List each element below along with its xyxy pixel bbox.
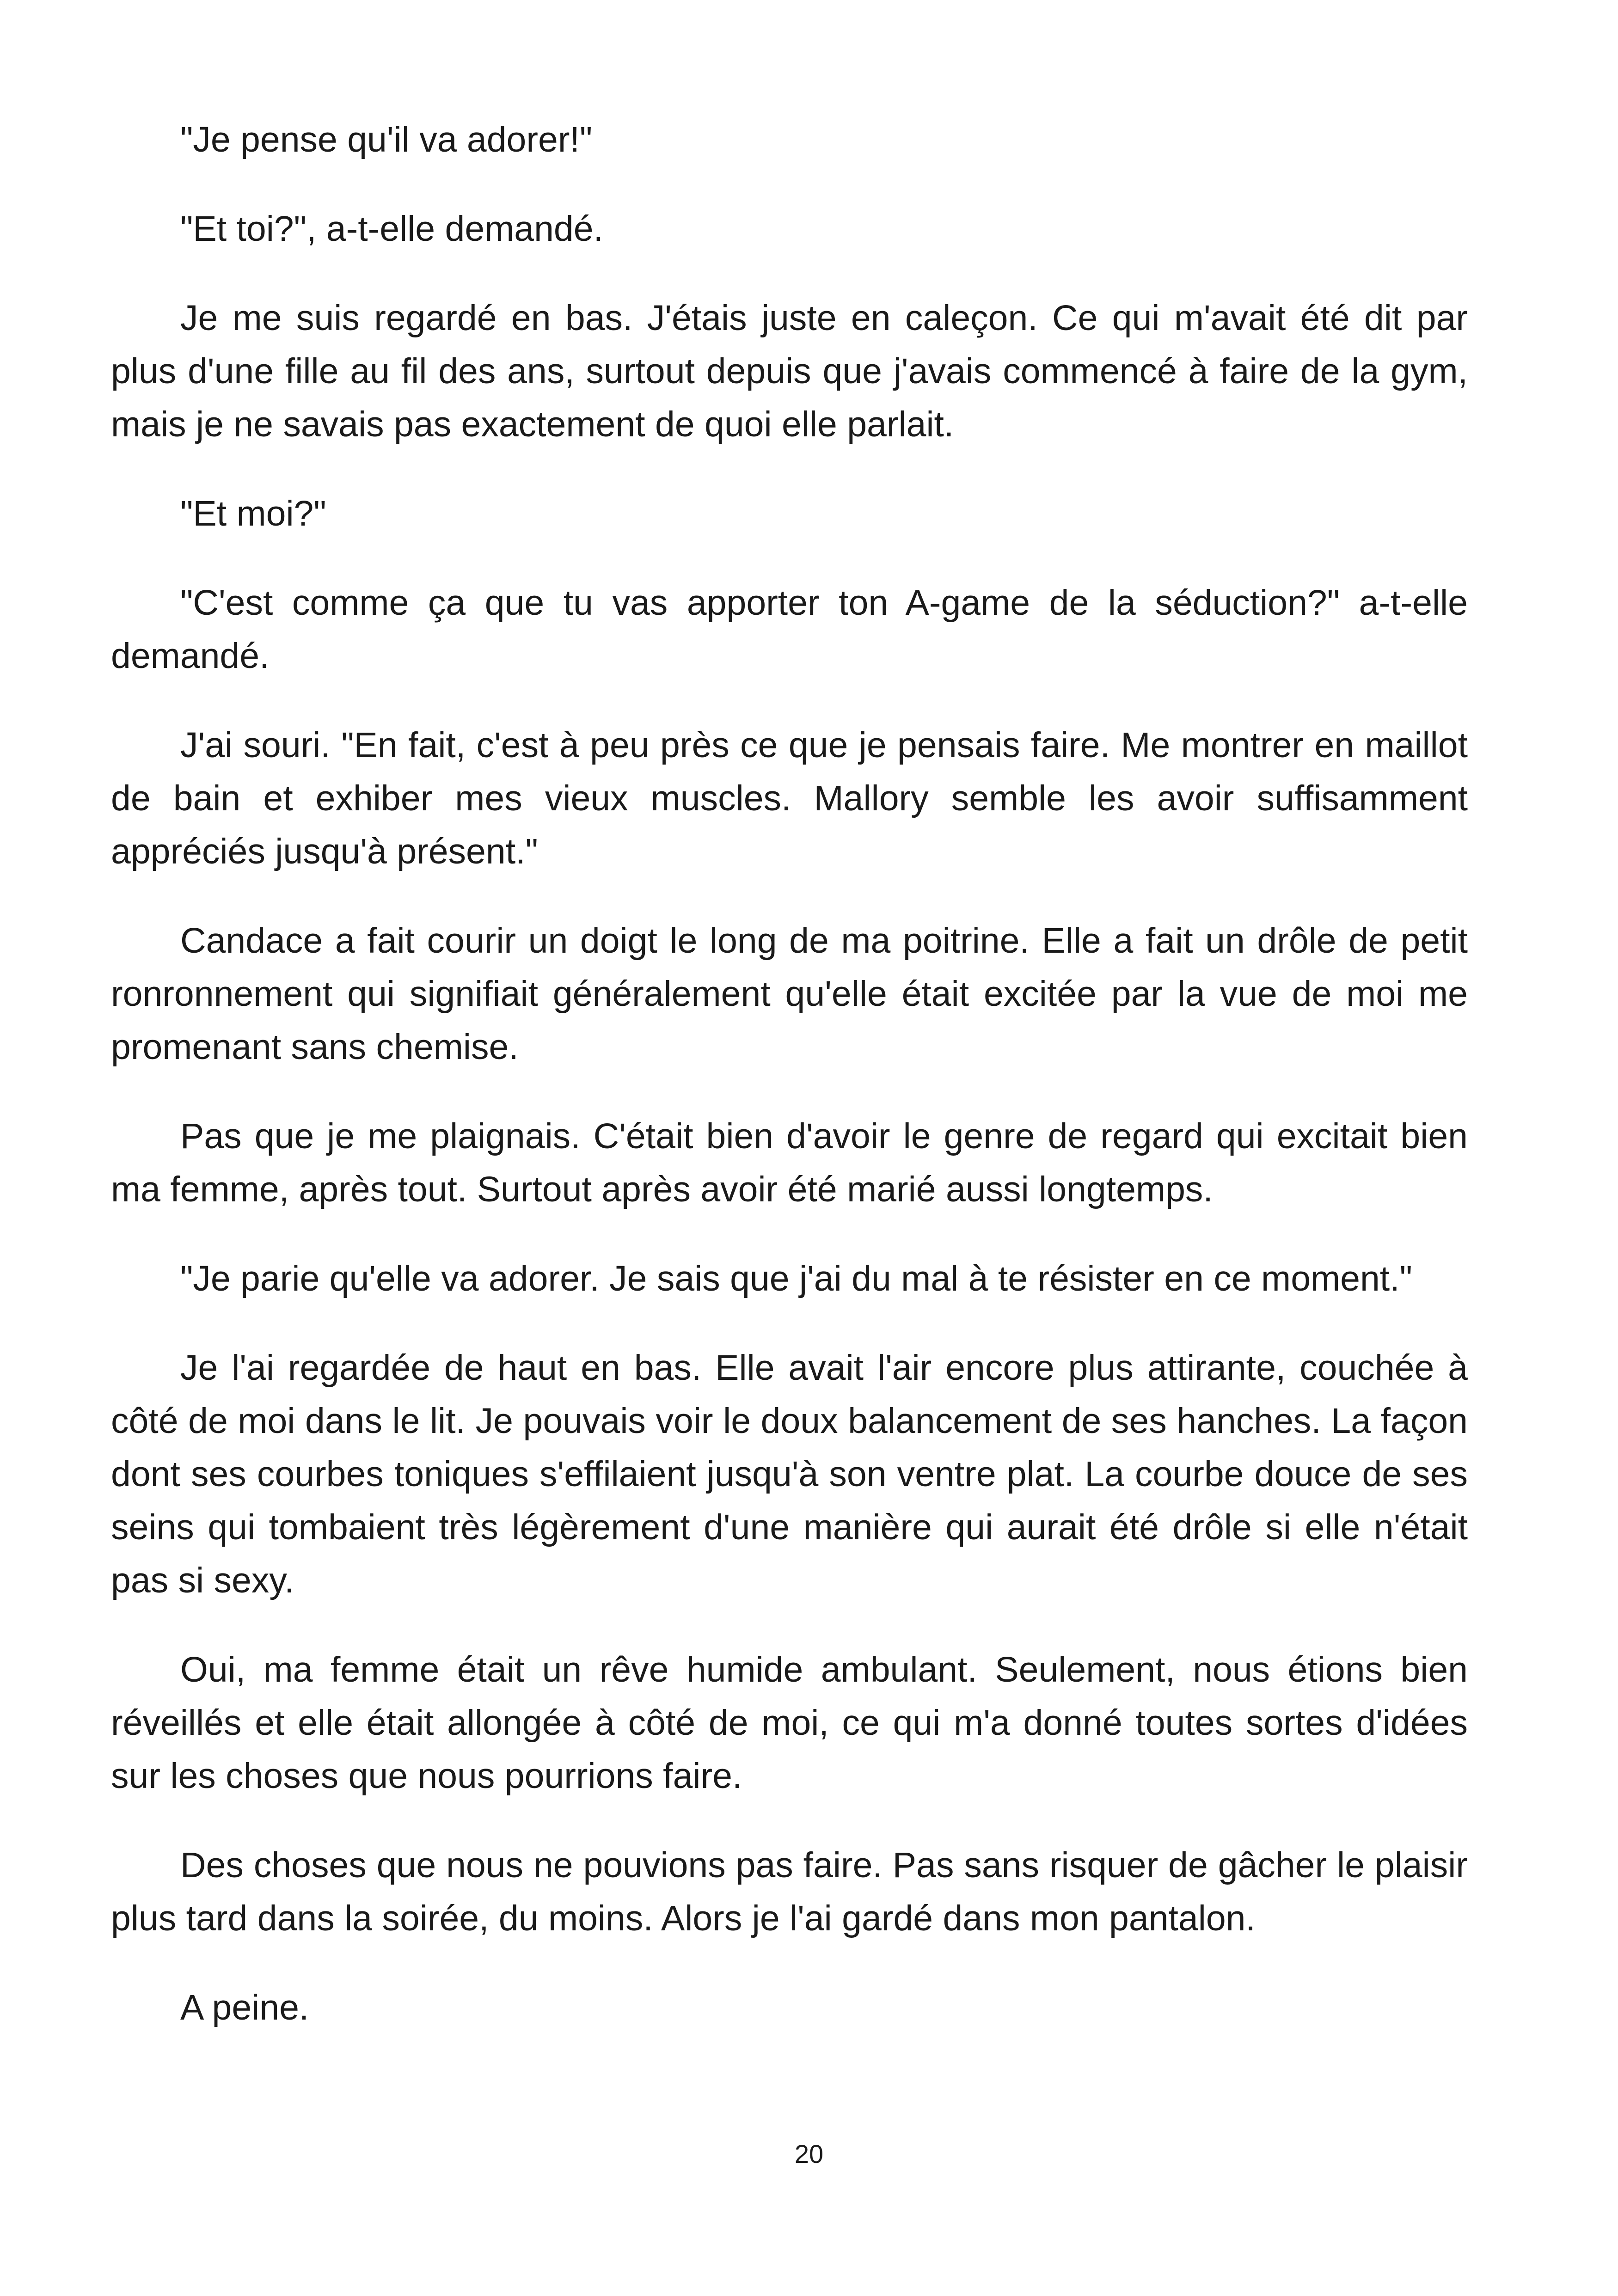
paragraph: J'ai souri. "En fait, c'est à peu près ce que je pensais faire. Me montrer en maillot de bain et exhiber mes vieux muscles. Mallory semble les avoir suffisamment appréciés jusqu'à présent.": [111, 725, 1468, 871]
paragraph: "C'est comme ça que tu vas apporter ton A-game de la séduction?" a-t-elle demandé.: [111, 583, 1468, 676]
page-number: 20: [794, 2139, 824, 2168]
paragraph: "Et toi?", a-t-elle demandé.: [180, 209, 603, 249]
paragraph: "Et moi?": [180, 494, 326, 533]
paragraph: Candace a fait courir un doigt le long de ma poitrine. Elle a fait un drôle de petit ronronnement qui signifiait généralement qu'elle était excitée par la vue de moi me promenant sans chemise.: [111, 921, 1468, 1067]
paragraph: "Je pense qu'il va adorer!": [180, 120, 593, 159]
paragraph: Des choses que nous ne pouvions pas faire. Pas sans risquer de gâcher le plaisir plus tard dans la soirée, du moins. Alors je l'ai gardé dans mon pantalon.: [111, 1845, 1468, 1938]
paragraph: Je l'ai regardée de haut en bas. Elle avait l'air encore plus attirante, couchée à côté de moi dans le lit. Je pouvais voir le doux balancement de ses hanches. La façon dont ses courbes toniques s'effilaient jusqu'à son ventre plat. La courbe douce de ses seins qui tombaient très légèrement d'une manière qui aurait été drôle si elle n'était pas si sexy.: [111, 1348, 1468, 1600]
paragraph: "Je parie qu'elle va adorer. Je sais que j'ai du mal à te résister en ce moment.": [180, 1259, 1412, 1298]
paragraph: A peine.: [180, 1988, 309, 2027]
paragraph: Oui, ma femme était un rêve humide ambulant. Seulement, nous étions bien réveillés et elle était allongée à côté de moi, ce qui m'a donné toutes sortes d'idées sur les choses que nous pourrions faire.: [111, 1650, 1468, 1796]
body-text: [111, 113, 1468, 2070]
paragraph: Je me suis regardé en bas. J'étais juste en caleçon. Ce qui m'avait été dit par plus d'une fille au fil des ans, surtout depuis que j'avais commencé à faire de la gym, mais je ne savais pas exactement de quoi elle parlait.: [111, 298, 1468, 444]
paragraph: Pas que je me plaignais. C'était bien d'avoir le genre de regard qui excitait bien ma femme, après tout. Surtout après avoir été marié aussi longtemps.: [111, 1116, 1468, 1209]
